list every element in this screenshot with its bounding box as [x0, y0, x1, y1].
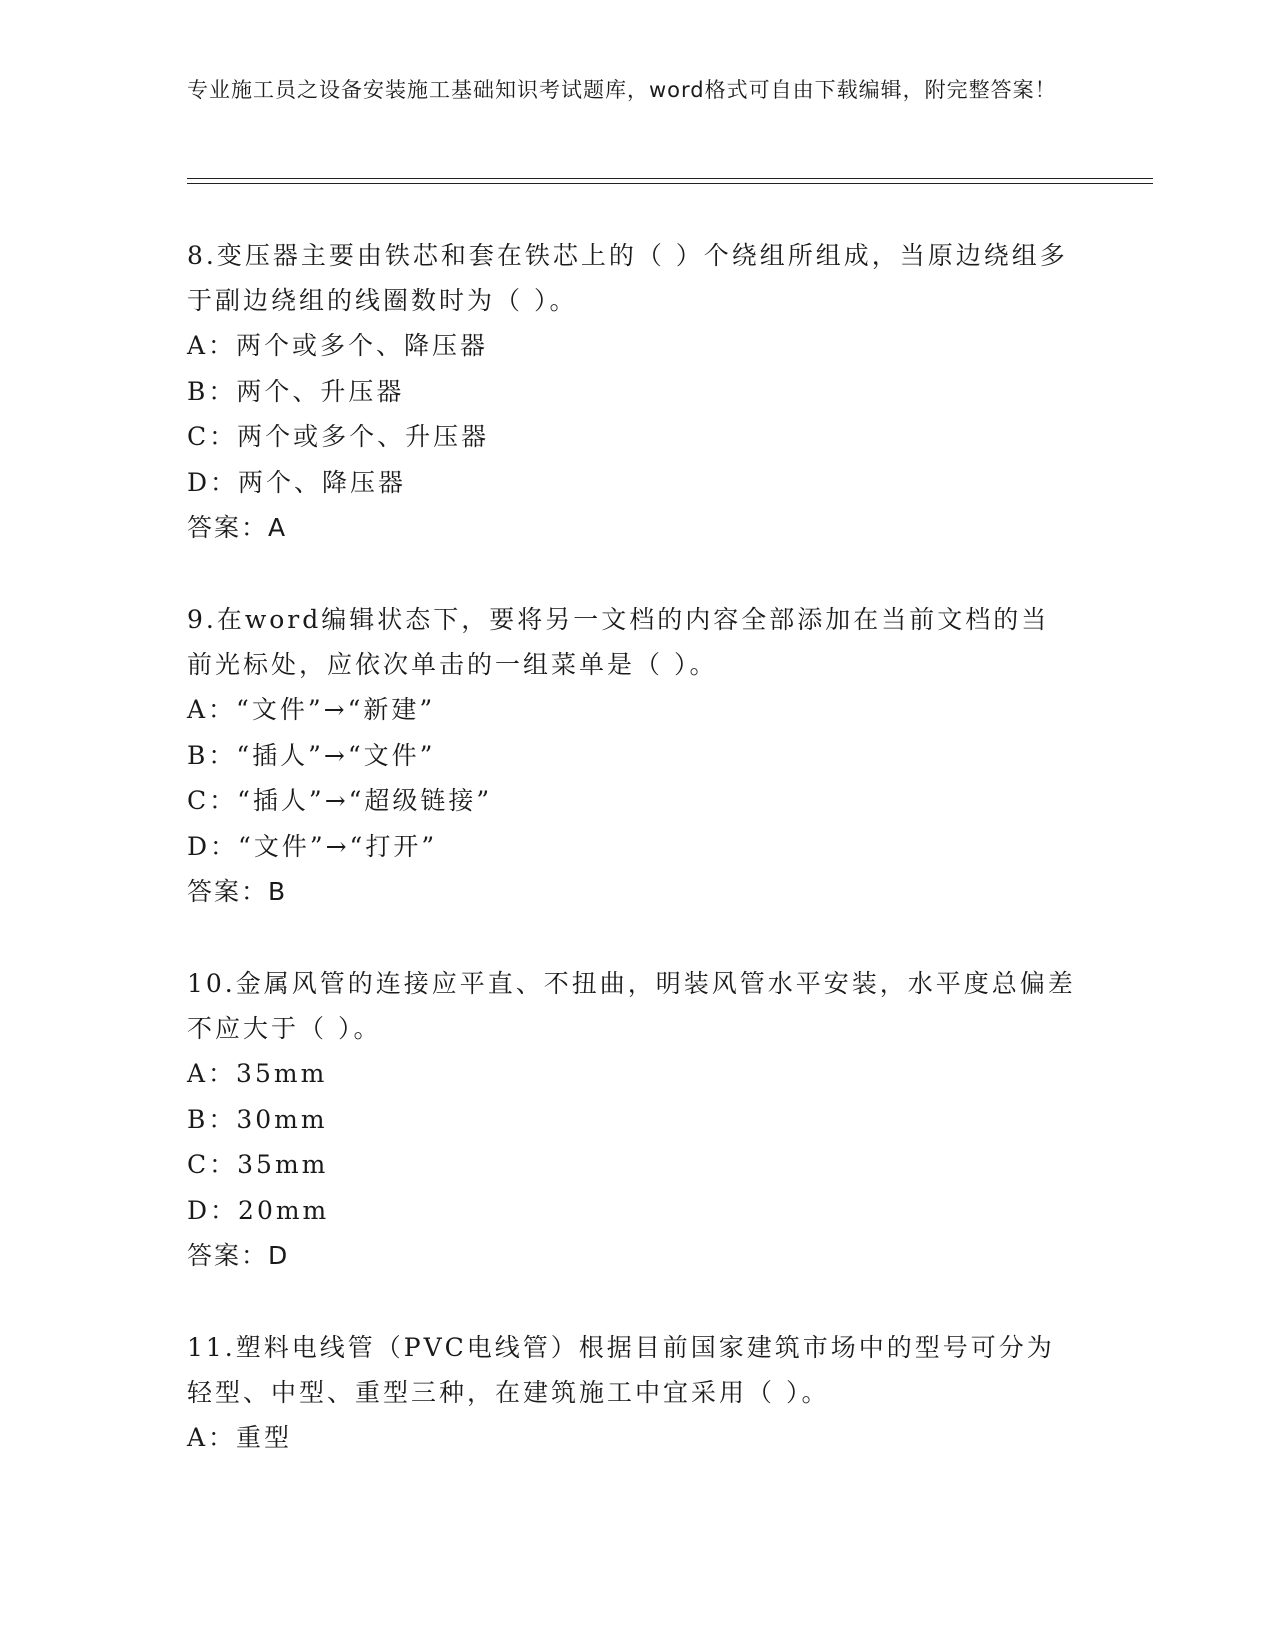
option-a: A：重型 — [187, 1423, 293, 1452]
question-8 — [187, 233, 1077, 550]
option-a: A：35mm — [187, 1059, 328, 1088]
answer-line: 答案：A — [187, 513, 288, 542]
option-b: B：“插人”→“文件” — [187, 740, 436, 770]
option-d: D：“文件”→“打开” — [187, 831, 438, 861]
answer-line: 答案：B — [187, 877, 288, 906]
question-11 — [187, 1325, 1077, 1461]
answer-line: 答案：D — [187, 1241, 290, 1270]
option-a: A：两个或多个、降压器 — [187, 331, 489, 360]
option-a: A：“文件”→“新建” — [187, 695, 436, 724]
question-stem: 8.变压器主要由铁芯和套在铁芯上的（ ）个绕组所组成，当原边绕组多于副边绕组的线圈数时为（ ）。 — [187, 241, 1068, 315]
question-10 — [187, 961, 1077, 1278]
question-stem: 10.金属风管的连接应平直、不扭曲，明装风管水平安装，水平度总偏差不应大于（ ）。 — [187, 969, 1076, 1043]
question-stem: 9.在word编辑状态下，要将另一文档的内容全部添加在当前文档的当前光标处，应依次单击的一组菜单是（ ）。 — [187, 605, 1050, 679]
header-divider-top — [187, 178, 1153, 179]
option-b: B：两个、升压器 — [187, 376, 405, 406]
option-b: B：30mm — [187, 1104, 328, 1134]
option-c: C：“插人”→“超级链接” — [187, 786, 493, 815]
header-divider-bottom — [187, 183, 1153, 184]
option-d: D：两个、降压器 — [187, 467, 407, 497]
question-stem: 11.塑料电线管（PVC电线管）根据目前国家建筑市场中的型号可分为轻型、中型、重型三种，在建筑施工中宜采用（ ）。 — [187, 1333, 1055, 1407]
option-d: D：20mm — [187, 1195, 330, 1225]
option-c: C：35mm — [187, 1150, 329, 1179]
option-c: C：两个或多个、升压器 — [187, 422, 490, 451]
question-9 — [187, 597, 1077, 914]
document-header: 专业施工员之设备安装施工基础知识考试题库，word格式可自由下载编辑，附完整答案！ — [187, 78, 1057, 102]
